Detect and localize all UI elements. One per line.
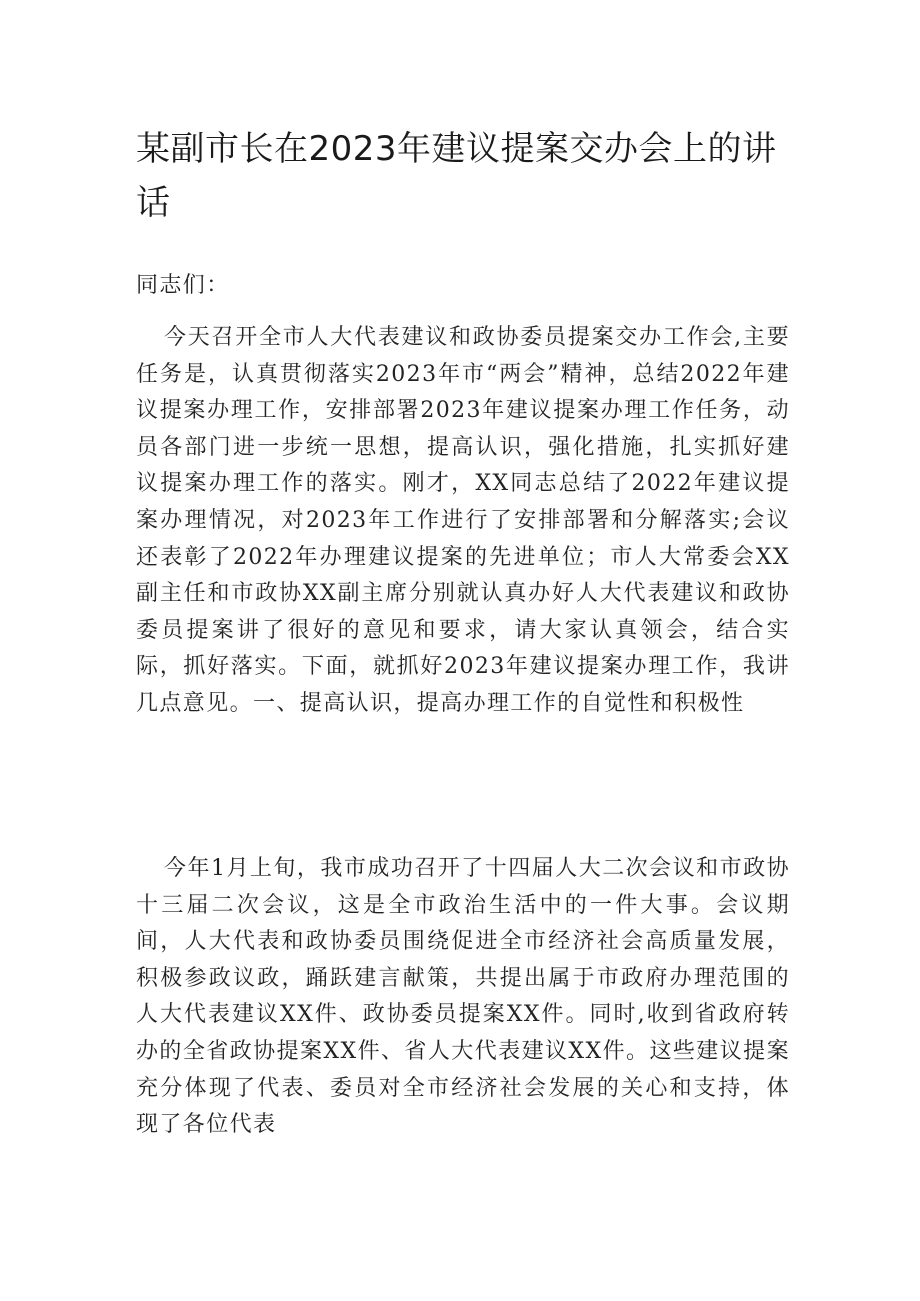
document-title: 某副市长在2023年建议提案交办会上的讲话 <box>136 129 777 223</box>
paragraph-2: 今年1月上旬，我市成功召开了十四届人大二次会议和市政协十三届二次会议，这是全市政治生活中的一件大事。会议期间，人大代表和政协委员围绕促进全市经济社会高质量发展，积极参政议政，踊跃建言献策，共提出属于市政府办理范围的人大代表建议XX件、政协委员提案XX件。同时,收到省政府转办的全省政协提案XX件、省人大代表建议XX件。这些建议提案充分体现了代表、委员对全市经济社会发展的关心和支持，体现了各位代表 <box>136 856 790 1138</box>
salutation: 同志们： <box>136 273 230 298</box>
paragraph-1: 今天召开全市人大代表建议和政协委员提案交办工作会,主要任务是，认真贯彻落实2023年市“两会”精神，总结2022年建议提案办理工作，安排部署2023年建议提案办理工作任务，动员各部门进一步统一思想，提高认识，强化措施，扎实抓好建议提案办理工作的落实。刚才，XX同志总结了2022年建议提案办理情况，对2023年工作进行了安排部署和分解落实;会议还表彰了2022年办理建议提案的先进单位；市人大常委会XX副主任和市政协XX副主席分别就认真办好人大代表建议和政协委员提案讲了很好的意见和要求，请大家认真领会，结合实际，抓好落实。下面，就抓好2023年建议提案办理工作，我讲几点意见。一、提高认识，提高办理工作的自觉性和积极性 <box>136 325 790 716</box>
